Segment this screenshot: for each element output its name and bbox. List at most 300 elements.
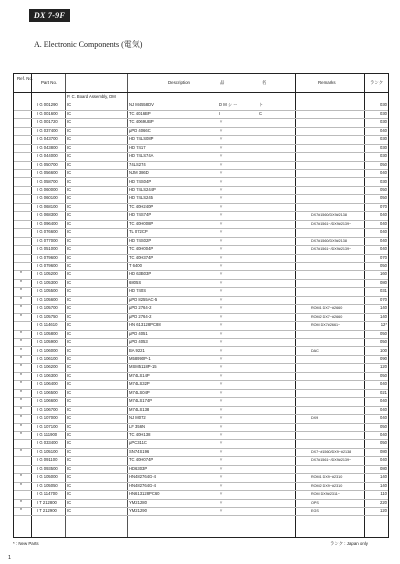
category: IC [67, 305, 72, 311]
part-number: I G 106500 [37, 389, 58, 395]
rank-code: 040 [380, 127, 387, 133]
description: μPD 2764-2 [129, 313, 152, 319]
category: IC [67, 448, 72, 454]
part-number: I G 058700 [37, 178, 58, 184]
description: M74LS174P [129, 398, 153, 404]
part-number: I G 043700 [37, 136, 58, 142]
part-number: I G 114700 [37, 491, 58, 497]
rank-code: 040 [380, 406, 387, 412]
category: P. C. Board Assembly, DM [67, 94, 116, 99]
category: IC [67, 482, 72, 488]
japanese-name: 〃 [219, 263, 224, 268]
japanese-name: 〃 [219, 246, 224, 252]
japanese-name: 〃 [219, 508, 224, 514]
part-number: I G 105500 [37, 288, 58, 294]
category: IC [67, 186, 72, 192]
part-number: I G 105100 [37, 448, 58, 454]
japanese-name: 〃 [219, 381, 224, 387]
table-header [14, 74, 388, 93]
rank-code: 050 [380, 423, 387, 429]
japanese-name: 〃 [219, 288, 224, 294]
description: M74LS14P [129, 372, 150, 378]
new-part-marker: * [20, 508, 22, 515]
rank-code: 140 [380, 313, 387, 319]
japanese-name: 〃 [219, 254, 224, 260]
japanese-name: 〃 [219, 355, 224, 361]
part-number: I G 043800 [37, 144, 58, 150]
new-part-marker: * [20, 482, 22, 489]
rank-code: 080 [380, 448, 387, 454]
description: TL 072CP [129, 229, 148, 235]
description: M74LS138 [129, 406, 150, 412]
description: MSM5118P-15 [129, 364, 157, 370]
part-number: I G 096400 [37, 220, 58, 226]
remarks: ROM DX7#2661~ [311, 323, 341, 328]
category: IC [67, 110, 72, 116]
part-number: I G 105700 [37, 305, 58, 311]
category: IC [67, 364, 72, 370]
japanese-name: 〃 [219, 170, 224, 176]
part-number: I G 079600 [37, 254, 58, 260]
section-title: A. Electronic Components (電気) [34, 40, 143, 49]
description: HD 74LS74A [129, 153, 154, 159]
description: HD 74LS244P [129, 186, 156, 192]
japanese-name: 〃 [219, 389, 224, 395]
description: HD6303P [129, 465, 148, 471]
category: IC [67, 170, 72, 176]
part-number: I G 105000 [37, 474, 58, 480]
header-rank: ランク [370, 80, 384, 85]
category: IC [67, 415, 72, 421]
japanese-name: 〃 [219, 406, 224, 412]
rank-code: 031 [380, 288, 387, 294]
model-logo: DX 7-9F [29, 9, 70, 22]
japanese-name: 〃 [219, 144, 224, 150]
header-ref-no: Ref. No. [17, 76, 34, 81]
part-number: I G 077000 [37, 237, 58, 243]
description: HD 74LS245 [129, 195, 153, 201]
remarks: ROM DX9#2311~ [311, 492, 340, 497]
table-row [14, 93, 388, 101]
part-number: I G 076600 [37, 229, 58, 235]
rank-code: 040 [380, 415, 387, 421]
category: IC [67, 465, 72, 471]
new-part-marker: * [20, 423, 22, 430]
description: TC 40H074P [129, 457, 154, 463]
description: HD 63B03P [129, 271, 152, 277]
description: NJM 386D [129, 170, 149, 176]
new-part-marker: * [20, 279, 22, 286]
part-number: I G 068300 [37, 212, 58, 218]
rank-code: 220 [380, 499, 387, 505]
japanese-name: 〃 [219, 364, 224, 370]
new-part-marker: * [20, 296, 22, 303]
description: NJ M072 [129, 415, 146, 421]
new-part-marker: * [20, 432, 22, 438]
rank-code: 030 [380, 144, 387, 150]
part-number: I G 107000 [37, 415, 58, 421]
rank-code: 160 [380, 271, 387, 277]
part-number: I G 114610 [37, 322, 58, 328]
part-number: I T 212800 [37, 499, 57, 505]
part-number: I G 056600 [37, 170, 58, 176]
japanese-name: 〃 [219, 474, 224, 480]
part-number: I G 033400 [37, 440, 58, 446]
rank-code: 021 [380, 389, 387, 395]
part-number: I G 060000 [37, 186, 58, 192]
category: IC [67, 195, 72, 201]
japanese-name: 〃 [219, 127, 224, 133]
japanese-name: 〃 [219, 203, 224, 209]
remarks: EGS [311, 509, 319, 514]
rank-code: 030 [380, 178, 387, 184]
japanese-name: 〃 [219, 271, 224, 277]
rank-note: ランク : Japan only [330, 541, 368, 546]
rank-code: 040 [380, 381, 387, 387]
description: TC 4069UBP [129, 119, 154, 125]
table-row [14, 507, 388, 516]
japanese-name: 〃 [219, 212, 224, 218]
japanese-name: 〃 [219, 339, 224, 345]
rank-code: 080 [380, 465, 387, 471]
remarks: ROM2 DX9~#2310 [311, 483, 343, 488]
description: YM21280 [129, 499, 147, 505]
japanese-name: 〃 [219, 423, 224, 429]
header-description: Description [168, 80, 190, 85]
category: IC [67, 237, 72, 243]
japanese-name: 〃 [219, 296, 224, 302]
description: T 6400 [129, 263, 142, 268]
rank-code: 030 [380, 153, 387, 159]
category: IC [67, 347, 72, 353]
header-remarks: Remarks [318, 80, 336, 85]
rank-code: 040 [380, 220, 387, 226]
part-number: I G 051000 [37, 246, 58, 252]
new-parts-note: * : New Parts [13, 541, 39, 546]
category: IC [67, 381, 72, 387]
japanese-name: 〃 [219, 330, 224, 336]
category: IC [67, 246, 72, 252]
new-part-marker: * [20, 372, 22, 379]
part-number: I G 091100 [37, 457, 58, 463]
description: HN482764G-4 [129, 474, 157, 480]
remarks: DX7#1561~/DX9#2139~ [311, 458, 352, 463]
remarks: DX7#1560/DX9#2138 [311, 238, 347, 243]
rank-code: 030 [380, 110, 387, 116]
new-part-marker: * [20, 415, 22, 422]
japanese-name: 〃 [219, 457, 224, 463]
japanese-name-suffix: C [259, 110, 263, 116]
description: HD 740S [129, 288, 146, 294]
category: IC [67, 508, 72, 514]
japanese-name: 〃 [219, 305, 224, 311]
part-number: I G 093500 [37, 465, 58, 471]
japanese-name: 〃 [219, 347, 224, 353]
new-part-marker: * [20, 381, 22, 388]
new-part-marker: * [20, 347, 22, 354]
category: IC [67, 127, 72, 133]
category: IC [67, 229, 72, 235]
part-number: I G 060100 [37, 195, 58, 201]
part-number: I G 105050 [37, 482, 58, 488]
rank-code: 040 [380, 170, 387, 176]
category: IC [67, 119, 72, 125]
japanese-name: 〃 [219, 279, 224, 285]
rank-code: 030 [380, 119, 387, 125]
description: μPD 2764-2 [129, 305, 152, 311]
japanese-name: 〃 [219, 448, 224, 454]
category: IC [67, 313, 72, 319]
japanese-name: D M シ ー [219, 102, 238, 108]
description: μPD 4051 [129, 330, 148, 336]
remarks: DX7#1561~/DX9#2139~ [311, 247, 352, 252]
description: HN613128PC60 [129, 491, 160, 497]
category: IC [67, 161, 72, 167]
rank-code: 12* [380, 322, 387, 328]
remarks: DAC [311, 348, 319, 353]
description: HN482764G-4 [129, 482, 157, 488]
header-jp-mei: 名 [262, 80, 267, 85]
japanese-name: 〃 [219, 372, 224, 378]
part-number: I G 001720 [37, 119, 58, 125]
category: IC [67, 372, 72, 378]
new-part-marker: * [20, 364, 22, 371]
new-part-marker: * [20, 474, 22, 481]
part-number: I G 079600 [37, 263, 58, 268]
remarks: ROM2 DX7~#2660 [311, 314, 343, 319]
description: SN74S196 [129, 448, 150, 454]
description: BA 9221 [129, 347, 145, 353]
description: TC 40H008P [129, 220, 154, 226]
rank-code: 140 [380, 305, 387, 311]
category: IC [67, 144, 72, 150]
category: IC [67, 355, 72, 361]
description: HD 74S04P [129, 178, 152, 184]
new-part-marker: * [20, 313, 22, 320]
rank-code: 100 [380, 347, 387, 353]
new-part-marker: * [20, 398, 22, 405]
description: μPD 8255AC-5 [129, 296, 158, 302]
japanese-name: 〃 [219, 229, 224, 235]
category: IC [67, 330, 72, 336]
header-jp-hin: 品 [220, 80, 225, 85]
category: IC [67, 389, 72, 395]
parts-table [13, 73, 389, 538]
rank-code: 140 [380, 482, 387, 488]
part-number: I G 105600 [37, 296, 58, 302]
new-part-marker: * [20, 271, 22, 278]
rank-code: 040 [380, 229, 387, 235]
japanese-name: 〃 [219, 136, 224, 142]
part-number: I G 107100 [37, 423, 58, 429]
remarks: ROM1 DX9~#2310 [311, 475, 343, 480]
new-part-marker: * [20, 389, 22, 396]
remarks: DX9 [311, 416, 319, 421]
category: IC [67, 203, 72, 209]
part-number: I G 106100 [37, 355, 58, 361]
japanese-name: 〃 [219, 153, 224, 159]
rank-code: 080 [380, 279, 387, 285]
part-number: I G 105300 [37, 279, 58, 285]
category: IC [67, 440, 72, 446]
description: HD 74S02P [129, 237, 152, 243]
remarks: DX7#1560/DX9#2138 [311, 213, 347, 218]
new-part-marker: * [20, 499, 22, 506]
category: IC [67, 271, 72, 277]
description: TC 40H374P [129, 254, 154, 260]
japanese-name: 〃 [219, 161, 224, 167]
rank-code: 040 [380, 398, 387, 404]
category: IC [67, 406, 72, 412]
japanese-name: 〃 [219, 195, 224, 201]
description: M74LS04P [129, 389, 150, 395]
rank-code: 040 [380, 457, 387, 463]
rank-code: 050 [380, 330, 387, 336]
category: IC [67, 457, 72, 463]
rank-code: 040 [380, 432, 387, 437]
description: 74LS274 [129, 161, 146, 167]
category: IC [67, 423, 72, 429]
part-number: I G 037400 [37, 127, 58, 133]
description: TC 40H240P [129, 203, 154, 209]
description: TC 40H138 [129, 432, 151, 437]
rank-code: 030 [380, 136, 387, 142]
description: TC 40H004P [129, 246, 154, 252]
japanese-name: 〃 [219, 465, 224, 471]
remarks: DX7#1561~/DX9#2139~ [311, 221, 352, 226]
description: μPC311C [129, 440, 147, 446]
rank-code: 040 [380, 246, 387, 252]
category: IC [67, 288, 72, 294]
japanese-name: 〃 [219, 482, 224, 488]
category: IC [67, 474, 72, 480]
category: IC [67, 178, 72, 184]
part-number: I G 068100 [37, 203, 58, 209]
japanese-name: 〃 [219, 119, 224, 125]
category: IC [67, 322, 72, 328]
part-number: I G 105200 [37, 271, 58, 277]
description: TC 4016BP [129, 110, 151, 116]
part-number: I T 212900 [37, 508, 57, 514]
new-part-marker: * [20, 330, 22, 337]
new-part-marker: * [20, 355, 22, 362]
remarks: ROM1 DX7~#2660 [311, 306, 343, 311]
rank-code: 040 [380, 237, 387, 243]
part-number: I G 001600 [37, 110, 58, 116]
japanese-name: 〃 [219, 499, 224, 505]
description: YM21290 [129, 508, 147, 514]
rank-code: 050 [380, 195, 387, 201]
japanese-name: 〃 [219, 237, 224, 243]
rank-code: 030 [380, 102, 387, 108]
description: μPD 4053 [129, 339, 148, 345]
description: HD 7417 [129, 144, 146, 150]
rank-code: 050 [380, 186, 387, 192]
category: IC [67, 153, 72, 159]
category: IC [67, 279, 72, 285]
category: IC [67, 296, 72, 302]
japanese-name: 〃 [219, 432, 224, 437]
japanese-name: 〃 [219, 322, 224, 328]
remarks: DX7~#1560/DX9~#2138 [311, 449, 352, 454]
category: IC [67, 432, 72, 437]
part-number: I G 105800 [37, 330, 58, 336]
page-number: 1 [8, 555, 12, 561]
description: NJ M4558DV [129, 102, 154, 108]
description: HN 613128PC88 [129, 322, 161, 328]
japanese-name: 〃 [219, 220, 224, 226]
new-part-marker: * [20, 406, 22, 413]
part-number: I G 106400 [37, 381, 58, 387]
rank-code: 090 [380, 355, 387, 361]
japanese-name: 〃 [219, 178, 224, 184]
part-number: I G 105750 [37, 313, 58, 319]
description: 6805S [129, 279, 142, 285]
rank-code: 040 [380, 212, 387, 218]
category: IC [67, 263, 72, 268]
description: LF 356N [129, 423, 146, 429]
japanese-name: 〃 [219, 398, 224, 404]
rank-code: 050 [380, 339, 387, 345]
japanese-name: 〃 [219, 440, 224, 446]
japanese-name: 〃 [219, 186, 224, 192]
part-number: I G 105900 [37, 339, 58, 345]
category: IC [67, 212, 72, 218]
new-part-marker: * [20, 288, 22, 295]
new-part-marker: * [20, 448, 22, 455]
category: IC [67, 220, 72, 226]
rank-code: 120 [380, 508, 387, 514]
rank-code: 050 [380, 440, 387, 446]
part-number: I G 106600 [37, 398, 58, 404]
header-part-no: Part No. [41, 80, 58, 85]
category: IC [67, 499, 72, 505]
description: μPD 4066C [129, 127, 151, 133]
rank-code: 070 [380, 296, 387, 302]
part-number: I G 106300 [37, 372, 58, 378]
category: IC [67, 102, 72, 108]
part-number: I G 106200 [37, 364, 58, 370]
new-part-marker: * [20, 339, 22, 346]
part-number: I G 044000 [37, 153, 58, 159]
rank-code: 050 [380, 161, 387, 167]
japanese-name: 〃 [219, 415, 224, 421]
part-number: I G 050700 [37, 161, 58, 167]
rank-code: 140 [380, 474, 387, 480]
rank-code: 120 [380, 364, 387, 370]
japanese-name-suffix: ト [259, 102, 264, 108]
category: IC [67, 136, 72, 142]
japanese-name: 〃 [219, 491, 224, 497]
part-number: I G 106000 [37, 347, 58, 353]
new-part-marker: * [20, 305, 22, 312]
japanese-name: 〃 [219, 313, 224, 319]
rank-code: 070 [380, 254, 387, 260]
rank-code: 110 [380, 491, 387, 497]
rank-code: 070 [380, 203, 387, 209]
category: IC [67, 491, 72, 497]
description: M74LS32P [129, 381, 150, 387]
description: M58990P-1 [129, 355, 151, 361]
category: IC [67, 339, 72, 345]
category: IC [67, 254, 72, 260]
rank-code: 050 [380, 372, 387, 378]
category: IC [67, 398, 72, 404]
description: HD 74S74P [129, 212, 152, 218]
rank-code: 050 [380, 263, 387, 268]
part-number: I G 111900 [37, 432, 58, 437]
japanese-name: I [219, 110, 221, 116]
